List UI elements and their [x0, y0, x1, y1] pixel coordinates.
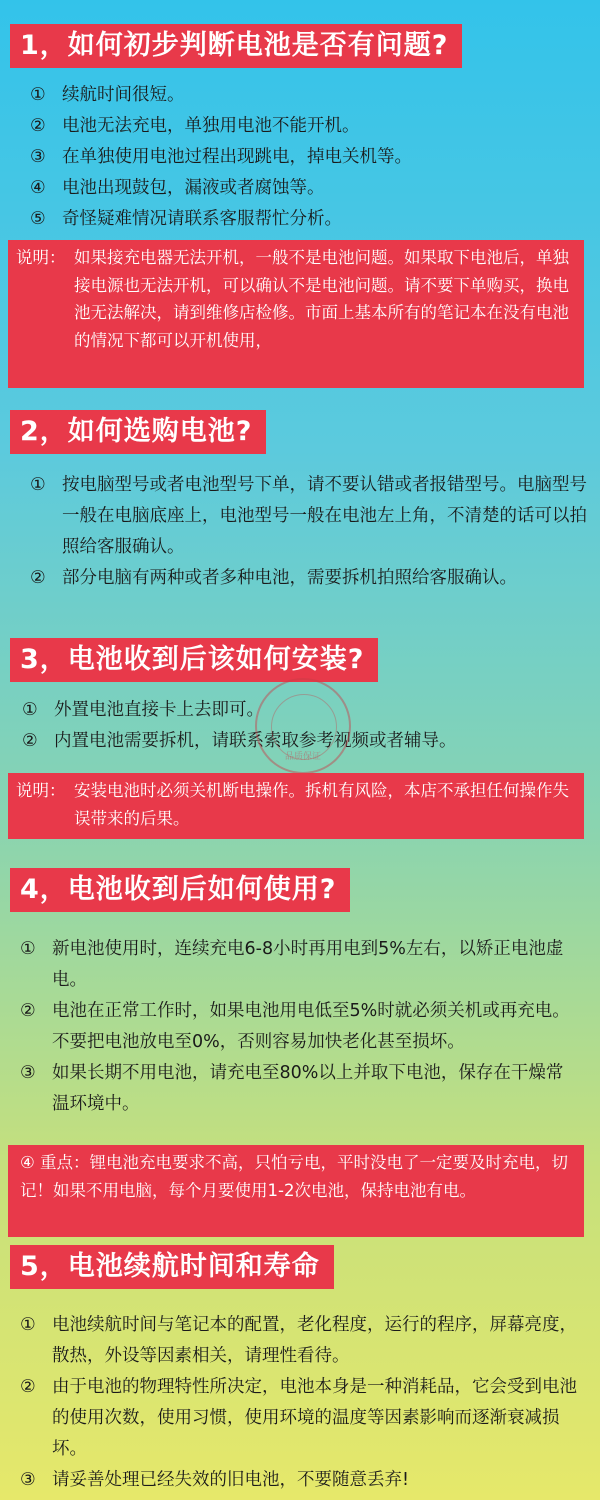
list-item: ① 电池续航时间与笔记本的配置，老化程度，运行的程序，屏幕亮度，散热，外设等因素相关，请理性看待。: [20, 1315, 577, 1366]
list-item: ① 外置电池直接卡上去即可。: [22, 700, 264, 720]
list-item: ② 电池无法充电，单独用电池不能开机。: [30, 116, 360, 136]
section-2-title: 2，如何选购电池?: [10, 410, 266, 454]
section-1-note: [8, 240, 584, 388]
list-item: ④ 电池出现鼓包，漏液或者腐蚀等。: [30, 178, 325, 198]
list-item: ② 电池在正常工作时，如果电池用电低至5%时就必须关机或再充电。不要把电池放电至0%，否则容易加快老化甚至损坏。: [20, 1001, 570, 1052]
list-item: ③ 请妥善处理已经失效的旧电池，不要随意丢弃!: [20, 1470, 410, 1490]
section-1-list: [30, 80, 580, 235]
list-item: ⑤ 奇怪疑难情况请联系客服帮忙分析。: [30, 209, 342, 229]
list-item: ② 内置电池需要拆机，请联系索取参考视频或者辅导。: [22, 731, 457, 751]
section-2-list: [30, 470, 595, 594]
list-item: ③ 在单独使用电池过程出现跳电，掉电关机等。: [30, 147, 412, 167]
section-3-note: [8, 773, 584, 839]
list-item: ① 按电脑型号或者电池型号下单，请不要认错或者报错型号。电脑型号一般在电脑底座上，电池型号一般在电池左上角，不清楚的话可以拍照给客服确认。: [30, 475, 587, 557]
section-5-title: 5，电池续航时间和寿命: [10, 1245, 334, 1289]
note-text: 安装电池时必须关机断电操作。拆机有风险，本店不承担任何操作失误带来的后果。: [74, 781, 569, 828]
list-item: ② 由于电池的物理特性所决定，电池本身是一种消耗品，它会受到电池的使用次数，使用习惯，使用环境的温度等因素影响而逐渐衰减损坏。: [20, 1377, 577, 1459]
quality-seal: 品质保证: [255, 678, 351, 774]
list-item: ① 续航时间很短。: [30, 85, 185, 105]
section-5-list: [20, 1310, 592, 1496]
note-label: 说明：: [16, 248, 66, 267]
section-4-list: [20, 934, 580, 1120]
note-label: 说明：: [16, 781, 66, 800]
note-label: ④ 重点：: [20, 1153, 90, 1172]
list-item: ① 新电池使用时，连续充电6-8小时再用电到5%左右，以矫正电池虚电。: [20, 939, 564, 990]
section-4-note: [8, 1145, 584, 1237]
section-4-title: 4，电池收到后如何使用?: [10, 868, 350, 912]
note-text: ④ 重点：锂电池充电要求不高，只怕亏电，平时没电了一定要及时充电，切记！如果不用电脑，每个月要使用1-2次电池，保持电池有电。: [20, 1153, 569, 1200]
section-1-title: 1，如何初步判断电池是否有问题?: [10, 24, 462, 68]
section-3-title: 3，电池收到后该如何安装?: [10, 638, 378, 682]
note-text: 如果接充电器无法开机，一般不是电池问题。如果取下电池后，单独接电源也无法开机，可以确认不是电池问题。请不要下单购买，换电池无法解决，请到维修店检修。市面上基本所有的笔记本在没有电池的情况下都可以开机使用，: [74, 248, 569, 350]
list-item: ③ 如果长期不用电池，请充电至80%以上并取下电池，保存在干燥常温环境中。: [20, 1063, 564, 1114]
list-item: ② 部分电脑有两种或者多种电池，需要拆机拍照给客服确认。: [30, 568, 517, 588]
